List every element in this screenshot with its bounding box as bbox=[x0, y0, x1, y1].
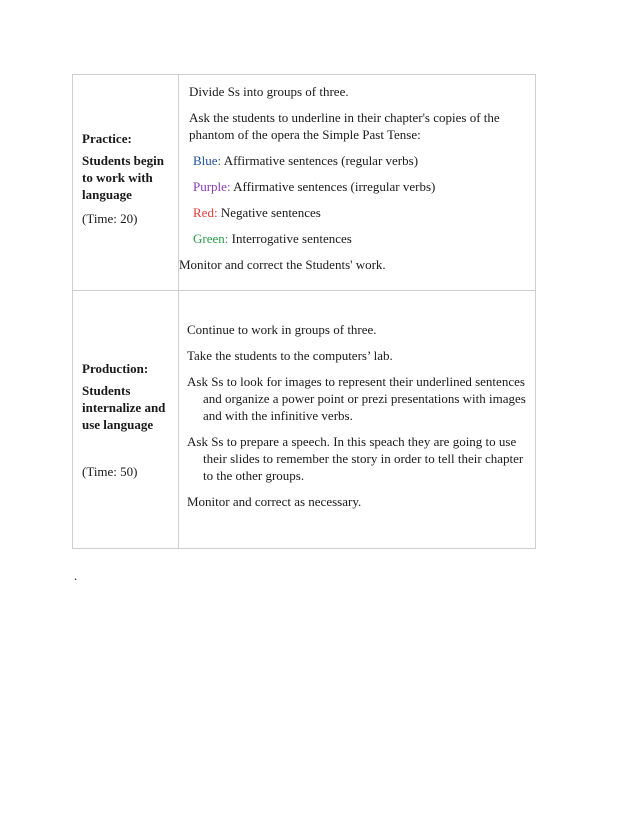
practice-activities-cell bbox=[179, 75, 536, 291]
color-label-blue: Blue: bbox=[193, 153, 222, 168]
color-label-purple: Purple: bbox=[193, 179, 231, 194]
practice-title: Practice: bbox=[82, 131, 132, 146]
production-stage-cell bbox=[73, 291, 179, 549]
color-desc-blue: Affirmative sentences (regular verbs) bbox=[221, 153, 419, 168]
production-step-monitor: Monitor and correct as necessary. bbox=[187, 494, 362, 509]
footer-mark: . bbox=[74, 568, 78, 583]
color-key-blue bbox=[183, 152, 533, 169]
color-label-green: Green: bbox=[193, 231, 229, 246]
color-desc-purple: Affirmative sentences (irregular verbs) bbox=[230, 179, 436, 194]
production-title: Production: bbox=[82, 361, 149, 376]
color-desc-red: Negative sentences bbox=[217, 205, 321, 220]
practice-step-monitor: Monitor and correct the Students' work. bbox=[179, 257, 386, 272]
practice-stage-cell bbox=[73, 75, 179, 291]
practice-step-groups: Divide Ss into groups of three. bbox=[189, 84, 349, 99]
practice-time: (Time: 20) bbox=[82, 211, 138, 226]
production-step-speech: Ask Ss to prepare a speech. In this speach they are going to use their slides to remember the story in order to tell their chapter to the other groups. bbox=[187, 434, 524, 483]
production-time: (Time: 50) bbox=[82, 464, 138, 479]
color-key-purple bbox=[183, 178, 533, 195]
production-subtitle: Students internalize and use language bbox=[82, 383, 166, 432]
production-step-images: Ask Ss to look for images to represent their underlined sentences and organize a power point or prezi presentations with images and with the infinitive verbs. bbox=[187, 374, 526, 423]
practice-row bbox=[73, 75, 536, 291]
practice-step-underline bbox=[183, 109, 533, 143]
production-activities-cell bbox=[179, 291, 536, 549]
lesson-plan-table bbox=[72, 74, 536, 549]
production-step-lab: Take the students to the computers’ lab. bbox=[187, 348, 393, 363]
production-row bbox=[73, 291, 536, 549]
practice-step-underline-text: Ask the students to underline in their chapter's copies of the phantom of the opera the Simple Past Tense: bbox=[189, 110, 500, 142]
color-key-red bbox=[183, 204, 533, 221]
color-desc-green: Interrogative sentences bbox=[228, 231, 352, 246]
production-step-groups: Continue to work in groups of three. bbox=[187, 322, 377, 337]
color-key-green bbox=[183, 230, 533, 247]
color-label-red: Red: bbox=[193, 205, 218, 220]
practice-subtitle: Students begin to work with language bbox=[82, 153, 164, 202]
